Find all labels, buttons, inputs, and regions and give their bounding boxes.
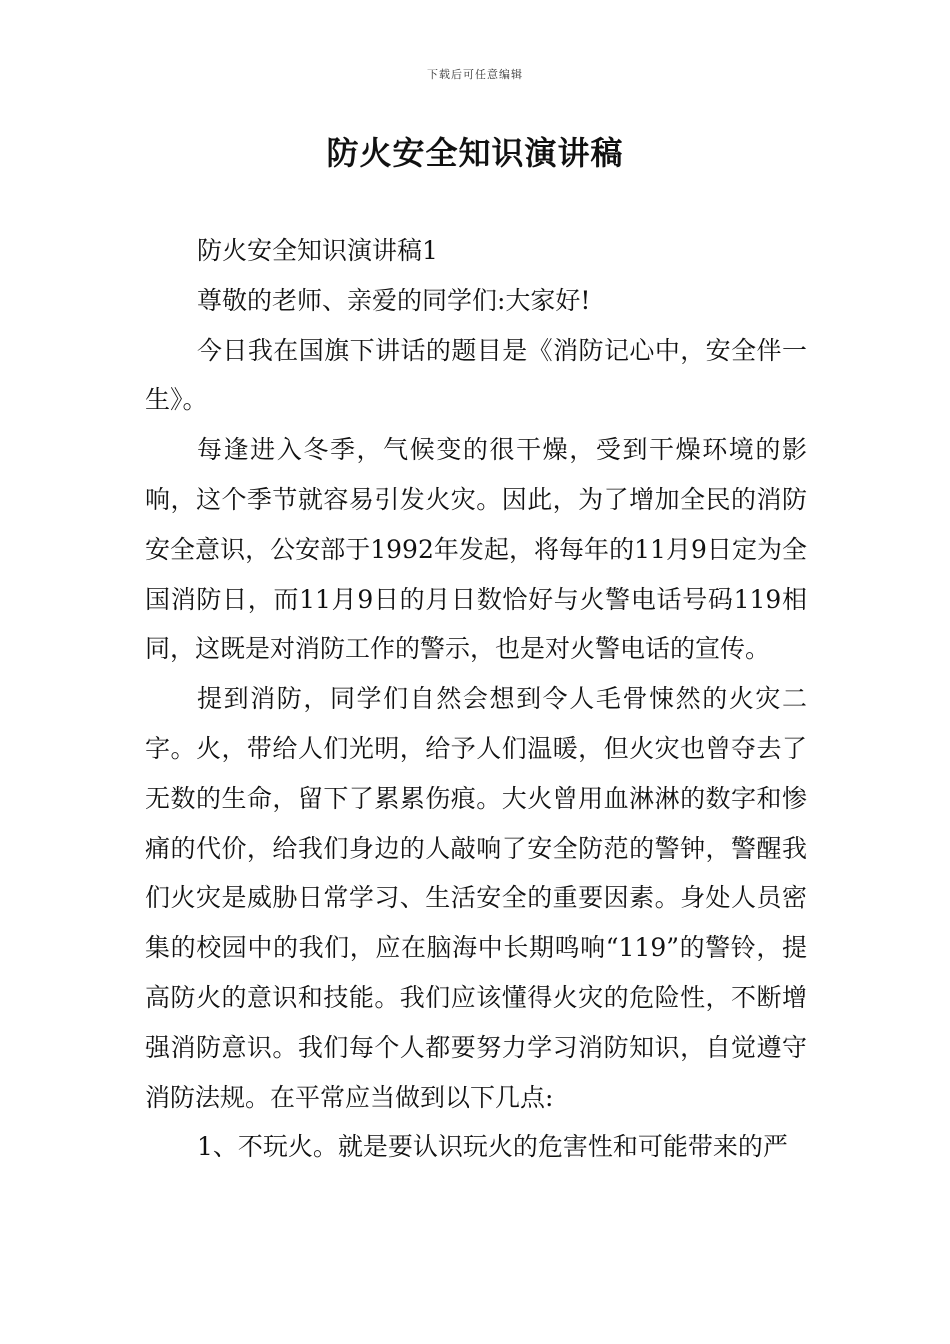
header-note: 下载后可任意编辑 bbox=[427, 68, 523, 81]
paragraph-subtitle: 防火安全知识演讲稿1 bbox=[197, 236, 438, 265]
paragraph-topic: 今日我在国旗下讲话的题目是《消防记心中，安全伴一生》。 bbox=[145, 335, 807, 415]
paragraph-fire-danger: 提到消防，同学们自然会想到令人毛骨悚然的火灾二字。火，带给人们光明，给予人们温暖，但火灾也曾夺去了无数的生命，留下了累累伤痕。大火曾用血淋淋的数字和惨痛的代价，给我们身边的人敲响了安全防范的警钟，警醒我们火灾是威胁日常学习、生活安全的重要因素。身处人员密集的校园中的我们，应在脑海中长期鸣响“119”的警铃，提高防火的意识和技能。我们应该懂得火灾的危险性，不断增强消防意识。我们每个人都要努力学习消防知识，自觉遵守消防法规。在平常应当做到以下几点: bbox=[145, 684, 807, 1112]
paragraph-fire-day: 每逢进入冬季，气候变的很干燥，受到干燥环境的影响，这个季节就容易引发火灾。因此，为了增加全民的消防安全意识，公安部于1992年发起，将每年的11月9日定为全国消防日，而11月9日的月日数恰好与火警电话号码119相同，这既是对消防工作的警示，也是对火警电话的宣传。 bbox=[145, 435, 807, 664]
document-body bbox=[145, 226, 807, 1172]
paragraph-point-1: 1、不玩火。就是要认识玩火的危害性和可能带来的严 bbox=[197, 1132, 788, 1162]
paragraph-greeting: 尊敬的老师、亲爱的同学们:大家好! bbox=[197, 285, 591, 315]
document-title: 防火安全知识演讲稿 bbox=[326, 134, 624, 172]
